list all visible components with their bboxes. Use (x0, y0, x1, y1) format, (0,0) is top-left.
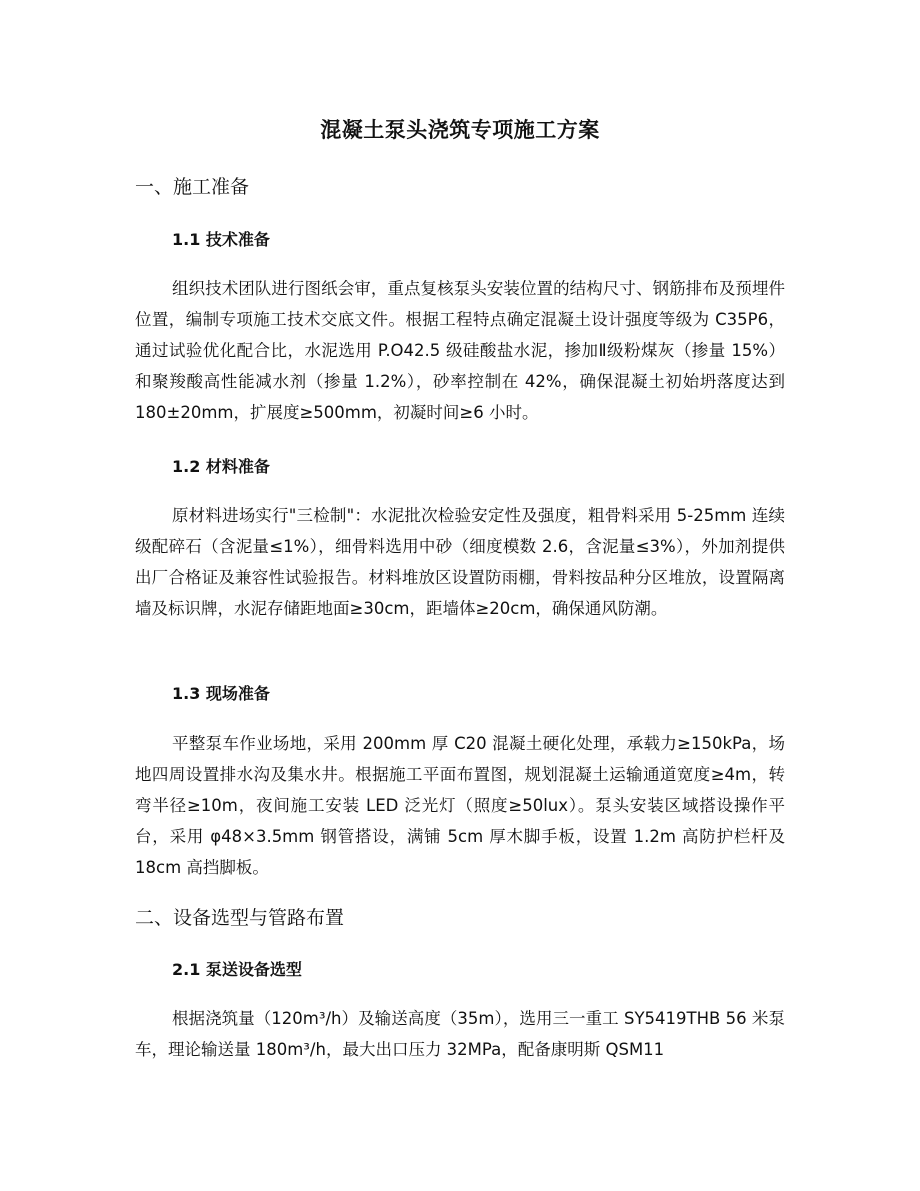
paragraph-2-1: 根据浇筑量（120m³/h）及输送高度（35m），选用三一重工 SY5419THB 56 米泵车，理论输送量 180m³/h，最大出口压力 32MPa，配备康明斯 QSM11 (135, 1009, 785, 1059)
subsection-heading-1-2: 1.2 材料准备 (172, 457, 270, 476)
paragraph-1-1: 组织技术团队进行图纸会审，重点复核泵头安装位置的结构尺寸、钢筋排布及预埋件位置，编制专项施工技术交底文件。根据工程特点确定混凝土设计强度等级为 C35P6，通过试验优化配合比，水泥选用 P.O42.5 级硅酸盐水泥，掺加Ⅱ级粉煤灰（掺量 15%）和聚羧酸高性能减水剂（掺量 1.2%），砂率控制在 42%，确保混凝土初始坍落度达到 180±20mm，扩展度≥500mm，初凝时间≥6 小时。 (135, 279, 785, 422)
subsection-heading-1-3: 1.3 现场准备 (172, 684, 270, 703)
paragraph-1-2: 原材料进场实行"三检制"：水泥批次检验安定性及强度，粗骨料采用 5-25mm 连续级配碎石（含泥量≤1%），细骨料选用中砂（细度模数 2.6，含泥量≤3%），外加剂提供出厂合格证及兼容性试验报告。材料堆放区设置防雨棚，骨料按品种分区堆放，设置隔离墙及标识牌，水泥存储距地面≥30cm，距墙体≥20cm，确保通风防潮。 (135, 506, 785, 618)
subsection-heading-2-1: 2.1 泵送设备选型 (172, 960, 302, 979)
section-heading-2: 二、设备选型与管路布置 (135, 907, 345, 929)
subsection-heading-1-1: 1.1 技术准备 (172, 230, 270, 249)
paragraph-1-3: 平整泵车作业场地，采用 200mm 厚 C20 混凝土硬化处理，承载力≥150kPa，场地四周设置排水沟及集水井。根据施工平面布置图，规划混凝土运输通道宽度≥4m，转弯半径≥10m，夜间施工安装 LED 泛光灯（照度≥50lux）。泵头安装区域搭设操作平台，采用 φ48×3.5mm 钢管搭设，满铺 5cm 厚木脚手板，设置 1.2m 高防护栏杆及 18cm 高挡脚板。 (135, 734, 785, 877)
document-title: 混凝土泵头浇筑专项施工方案 (320, 118, 600, 142)
section-heading-1: 一、施工准备 (135, 176, 250, 198)
